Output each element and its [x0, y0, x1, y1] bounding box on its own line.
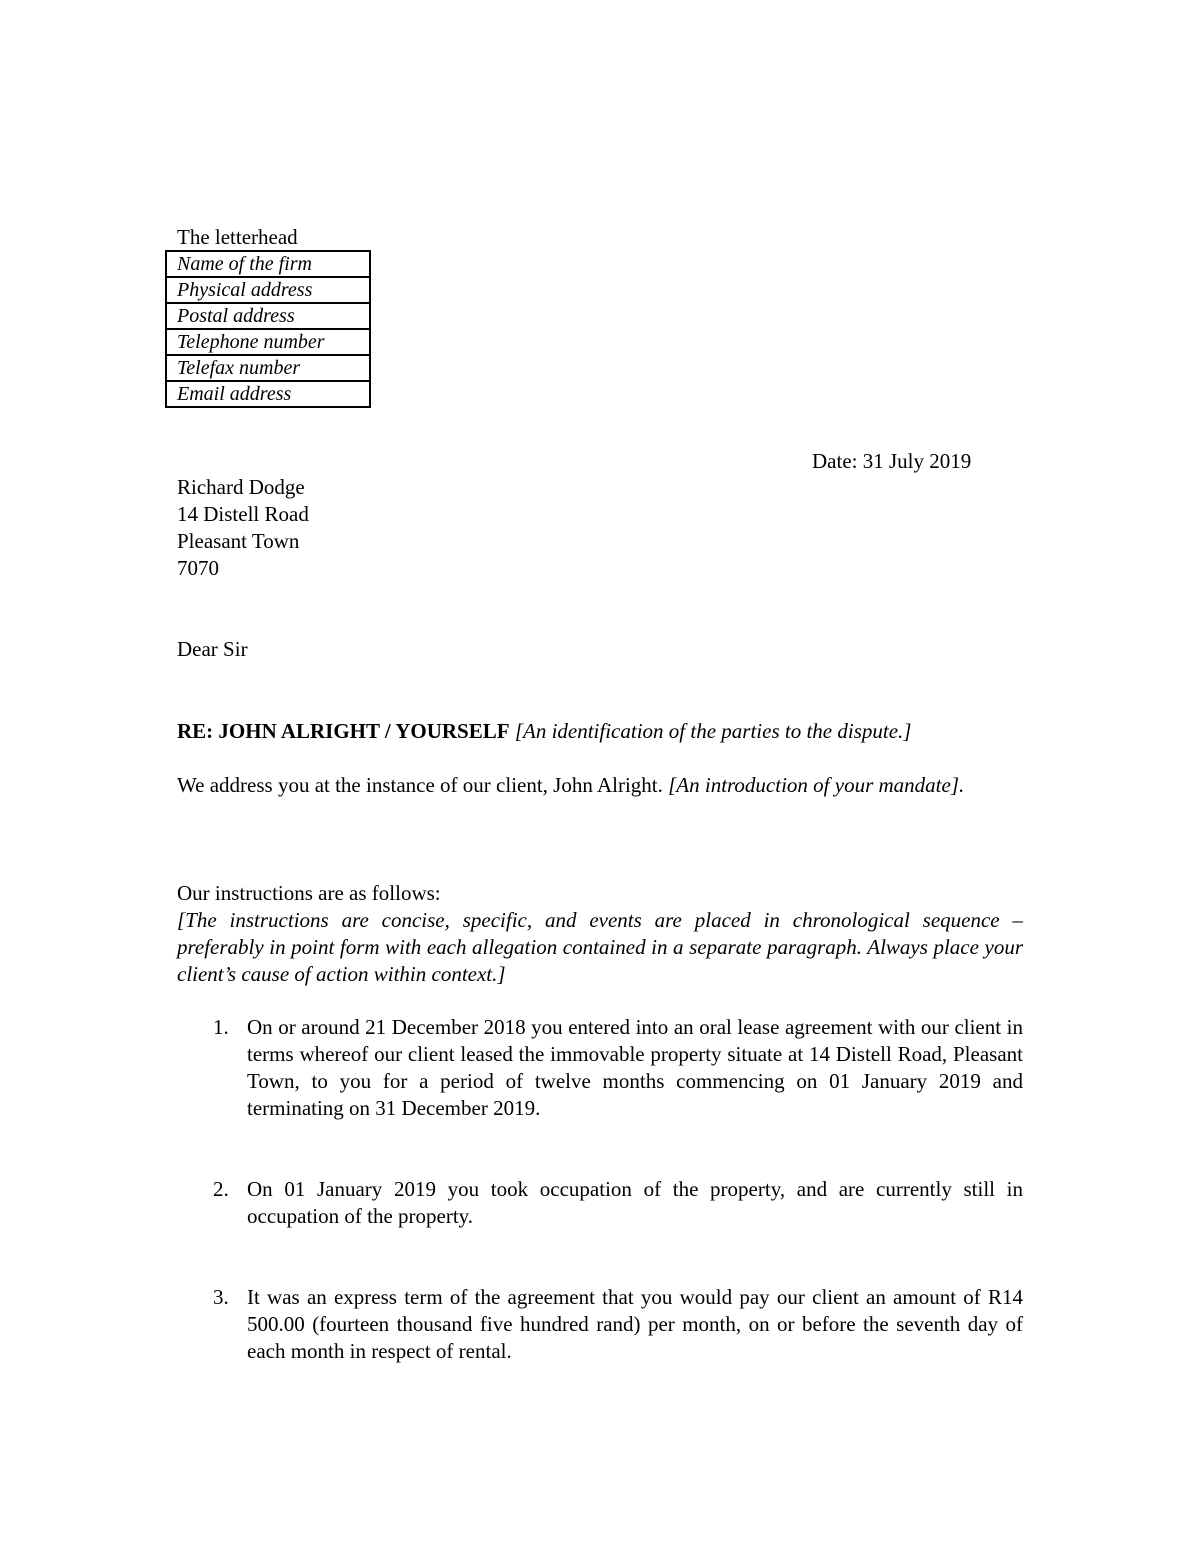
recipient-postal-code: 7070 — [177, 556, 219, 580]
recipient-street: 14 Distell Road — [177, 502, 309, 526]
list-item-text: On 01 January 2019 you took occupation of the property, and are currently still in occupation of the property. — [247, 1177, 1023, 1228]
intro-paragraph — [177, 772, 1023, 799]
intro-note: [An introduction of your mandate]. — [668, 773, 965, 797]
letterhead-firm-name: Name of the firm — [166, 251, 370, 277]
subject-heading: RE: JOHN ALRIGHT / YOURSELF — [177, 719, 510, 743]
instructions-note: [The instructions are concise, specific, and events are placed in chronological sequence – preferably in point form with each allegation contained in a separate paragraph. Always place your client’s cause of action within context.] — [177, 908, 1023, 986]
recipient-town: Pleasant Town — [177, 529, 300, 553]
recipient-address — [177, 474, 309, 582]
letterhead-physical-address: Physical address — [166, 277, 370, 303]
letterhead-table — [165, 250, 371, 408]
letterhead-title: The letterhead — [177, 225, 298, 249]
allegations-list — [177, 1014, 1023, 1365]
list-item — [177, 1176, 1023, 1230]
subject-line — [177, 718, 911, 745]
letterhead-telefax: Telefax number — [166, 355, 370, 381]
list-item — [177, 1284, 1023, 1365]
list-item — [177, 1014, 1023, 1122]
list-item-text: On or around 21 December 2018 you entered into an oral lease agreement with our client in terms whereof our client leased the immovable property situate at 14 Distell Road, Pleasant Town, to you for a period of twelve months commencing on 01 January 2019 and terminating on 31 December 2019. — [247, 1015, 1023, 1120]
list-item-text: It was an express term of the agreement that you would pay our client an amount of R14 500.00 (fourteen thousand five hundred rand) per month, on or before the seventh day of each month in respect of rental. — [247, 1285, 1023, 1363]
letterhead-email: Email address — [166, 381, 370, 407]
letter-date: Date: 31 July 2019 — [812, 449, 972, 473]
letterhead-postal-address: Postal address — [166, 303, 370, 329]
intro-text: We address you at the instance of our client, John Alright. — [177, 773, 663, 797]
list-item-number: 3. — [213, 1285, 229, 1309]
list-item-number: 1. — [213, 1015, 229, 1039]
salutation: Dear Sir — [177, 637, 248, 661]
subject-note: [An identification of the parties to the dispute.] — [514, 719, 912, 743]
letterhead-telephone: Telephone number — [166, 329, 370, 355]
recipient-name: Richard Dodge — [177, 475, 305, 499]
instructions-heading: Our instructions are as follows: — [177, 881, 441, 905]
list-item-number: 2. — [213, 1177, 229, 1201]
